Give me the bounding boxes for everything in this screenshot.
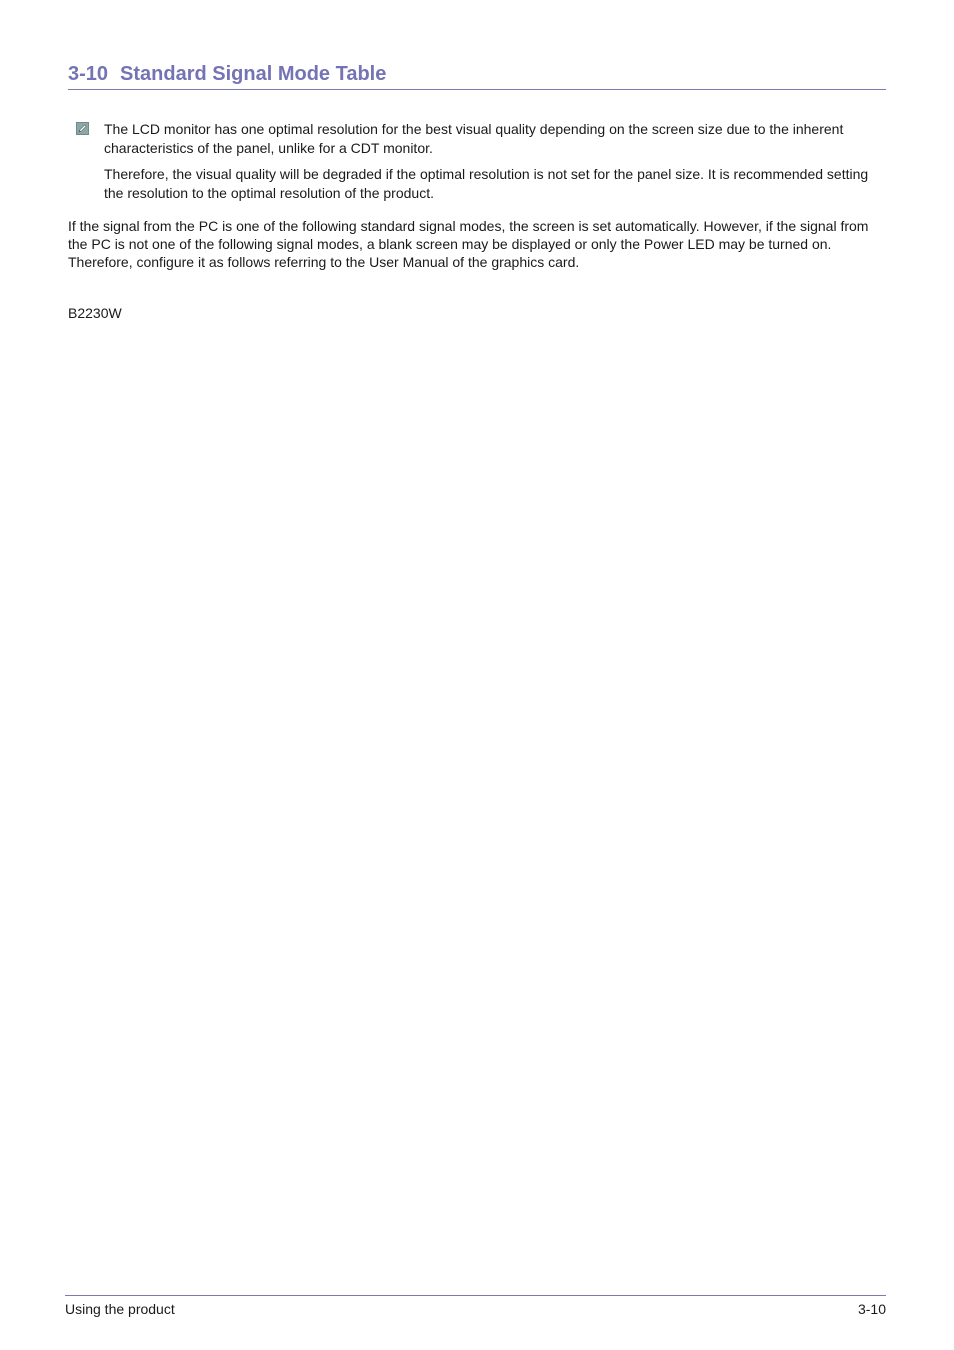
section-number: 3-10 — [68, 63, 109, 85]
note-paragraph-1: The LCD monitor has one optimal resolution for the best visual quality depending on the screen size due to the inherent characteristics of the panel, unlike for a CDT monitor. — [104, 121, 844, 156]
note-block — [76, 120, 886, 210]
section-title — [68, 62, 886, 86]
note-paragraph-2: Therefore, the visual quality will be degraded if the optimal resolution is not set for the panel size. It is recommended setting the resolution to the optimal resolution of the product. — [104, 166, 869, 201]
body-paragraph: If the signal from the PC is one of the following standard signal modes, the screen is set automatically. However, if the signal from the PC is not one of the following signal modes, a blank screen may be displayed or only the Power LED may be turned on. Therefore, configure it as follows referring to the User Manual of the graphics card. — [68, 218, 869, 271]
page-footer — [65, 1295, 886, 1318]
model-label: B2230W — [68, 305, 122, 321]
section-header — [68, 62, 886, 90]
footer-page-number: 3-10 — [857, 1301, 886, 1317]
note-pencil-icon — [76, 122, 89, 135]
footer-chapter: Using the product — [65, 1301, 175, 1317]
section-title-text: Standard Signal Mode Table — [120, 63, 387, 85]
